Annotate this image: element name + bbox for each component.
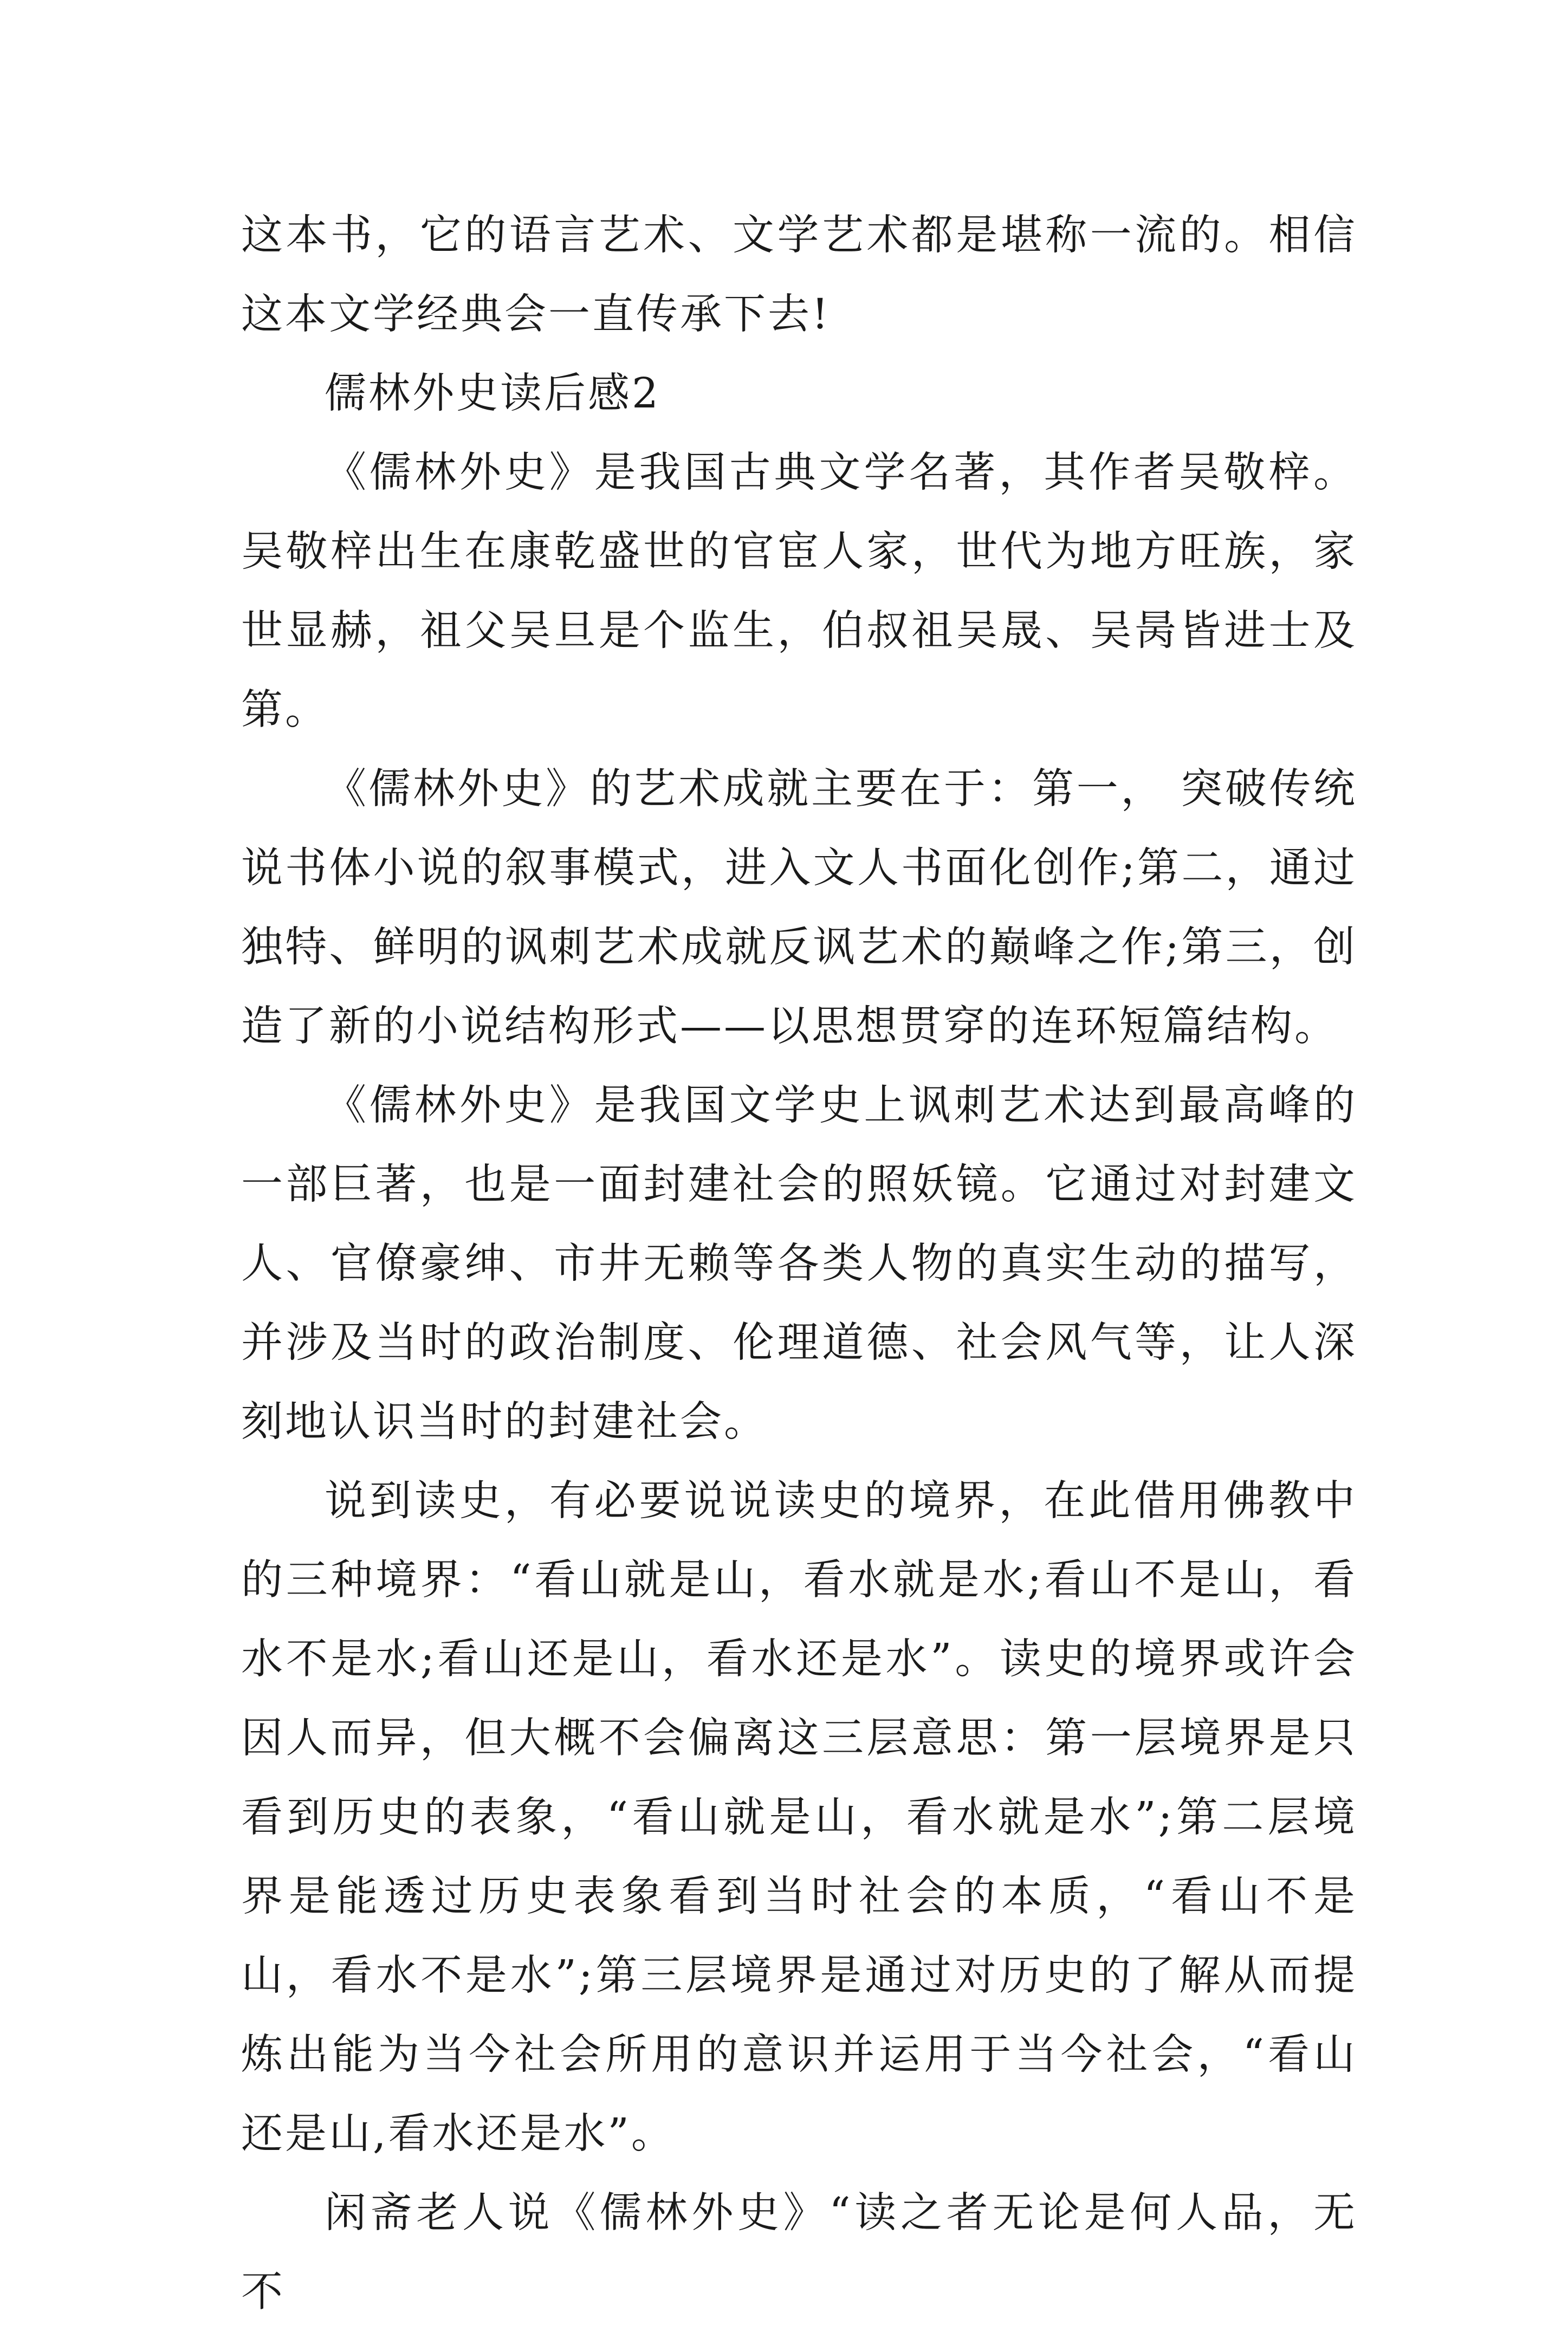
- section-heading: 儒林外史读后感2: [325, 370, 660, 418]
- paragraph-1: 这本书，它的语言艺术、文学艺术都是堪称一流的。相信这本文学经典会一直传承下去!: [241, 211, 1357, 339]
- paragraph-2: 《儒林外史》是我国古典文学名著，其作者吴敬梓。吴敬梓出生在康乾盛世的官宦人家，世代为地方旺族，家世显赫，祖父吴旦是个监生，伯叔祖吴晟、吴昺皆进士及第。: [241, 449, 1357, 734]
- paragraph-4: 《儒林外史》是我国文学史上讽刺艺术达到最高峰的一部巨著，也是一面封建社会的照妖镜。它通过对封建文人、官僚豪绅、市井无赖等各类人物的真实生动的描写，并涉及当时的政治制度、伦理道德、社会风气等，让人深刻地认识当时的封建社会。: [241, 1081, 1357, 1446]
- paragraph-6: 闲斋老人说《儒林外史》“读之者无论是何人品，无不: [241, 2189, 1357, 2316]
- document-body: [241, 196, 1357, 2332]
- paragraph-3: 《儒林外史》的艺术成就主要在于：第一， 突破传统说书体小说的叙事模式，进入文人书面化创作;第二，通过独特、鲜明的讽刺艺术成就反讽艺术的巅峰之作;第三，创造了新的小说结构形式——以思想贯穿的连环短篇结构。: [241, 765, 1357, 1051]
- paragraph-5: 说到读史，有必要说说读史的境界，在此借用佛教中的三种境界：“看山就是山，看水就是水;看山不是山，看水不是水;看山还是山，看水还是水”。读史的境界或许会因人而异，但大概不会偏离这三层意思：第一层境界是只看到历史的表象，“看山就是山，看水就是水”;第二层境界是能透过历史表象看到当时社会的本质，“看山不是山，看水不是水”;第三层境界是通过对历史的了解从而提炼出能为当今社会所用的意识并运用于当今社会，“看山还是山,看水还是水”。: [241, 1477, 1357, 2158]
